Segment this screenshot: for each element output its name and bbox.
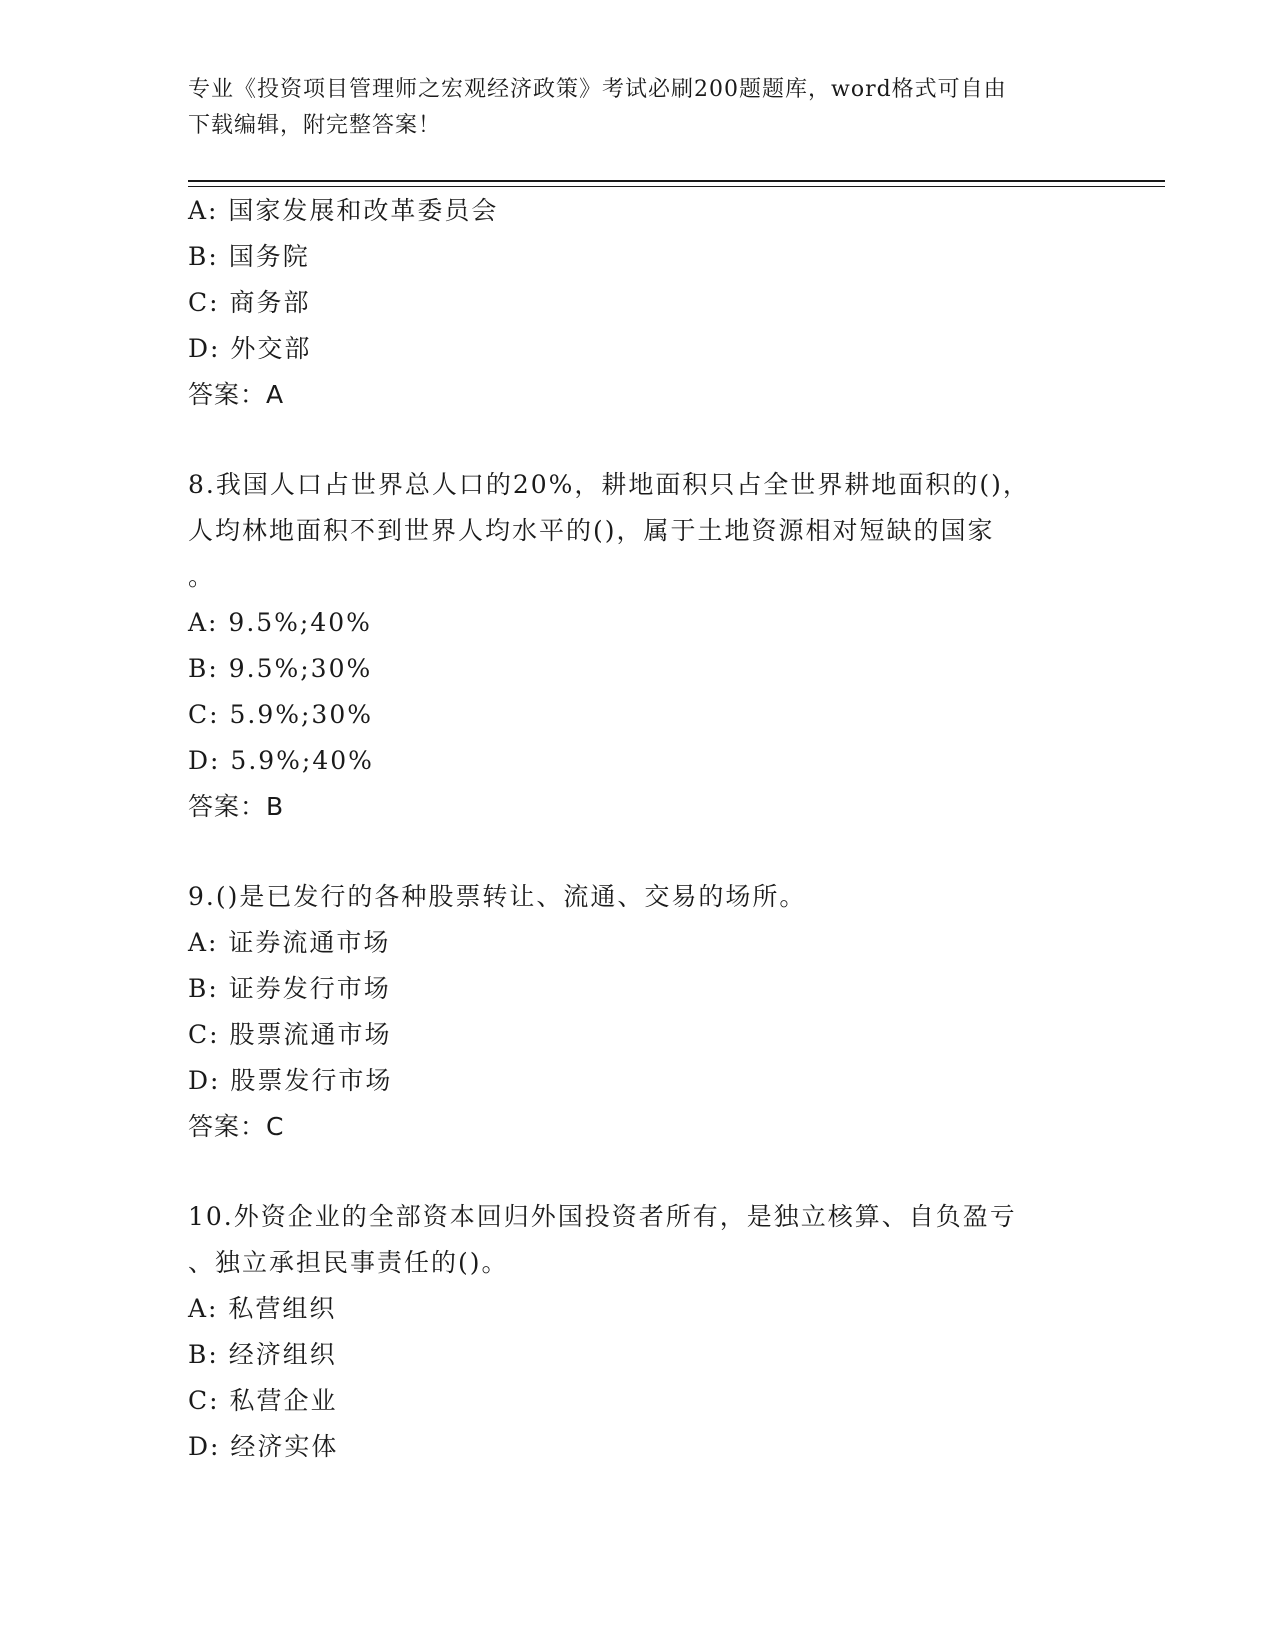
question-stem-line: 人均林地面积不到世界人均水平的()，属于土地资源相对短缺的国家: [188, 516, 995, 545]
header-line-1: 专业《投资项目管理师之宏观经济政策》考试必刷200题题库，word格式可自由: [188, 77, 1007, 102]
question-list: [188, 188, 1088, 1470]
option-a: A: 国家发展和改革委员会: [188, 196, 499, 225]
question-stem-line: 。: [188, 562, 216, 591]
spacer: [188, 418, 1088, 462]
option-a: A: 证券流通市场: [188, 928, 391, 957]
document-header: [188, 72, 1068, 144]
option-c: C: 5.9%;30%: [188, 700, 374, 729]
question-stem-line: 、独立承担民事责任的()。: [188, 1248, 509, 1277]
option-c: C: 商务部: [188, 288, 311, 317]
answer-label: 答案：B: [188, 792, 285, 821]
option-b: B: 国务院: [188, 242, 310, 271]
header-divider-thin: [188, 186, 1165, 187]
question-stem-line: 10.外资企业的全部资本回归外国投资者所有，是独立核算、自负盈亏: [188, 1202, 1017, 1231]
option-d: D: 外交部: [188, 334, 312, 363]
question-10: [188, 1194, 1088, 1470]
option-b: B: 经济组织: [188, 1340, 337, 1369]
option-d: D: 5.9%;40%: [188, 746, 374, 775]
question-7: [188, 188, 1088, 418]
option-c: C: 股票流通市场: [188, 1020, 392, 1049]
answer-label: 答案：A: [188, 380, 285, 409]
option-a: A: 9.5%;40%: [188, 608, 372, 637]
question-9: [188, 874, 1088, 1150]
header-divider-thick: [188, 180, 1165, 182]
option-d: D: 股票发行市场: [188, 1066, 393, 1095]
question-stem-line: 8.我国人口占世界总人口的20%，耕地面积只占全世界耕地面积的()，: [188, 470, 1030, 499]
header-line-2: 下载编辑，附完整答案！: [188, 113, 442, 138]
question-stem-line: 9.()是已发行的各种股票转让、流通、交易的场所。: [188, 882, 807, 911]
spacer: [188, 1150, 1088, 1194]
answer-label: 答案：C: [188, 1112, 285, 1141]
option-c: C: 私营企业: [188, 1386, 338, 1415]
question-8: [188, 462, 1088, 830]
option-d: D: 经济实体: [188, 1432, 339, 1461]
option-b: B: 9.5%;30%: [188, 654, 373, 683]
option-a: A: 私营组织: [188, 1294, 337, 1323]
spacer: [188, 830, 1088, 874]
option-b: B: 证券发行市场: [188, 974, 391, 1003]
